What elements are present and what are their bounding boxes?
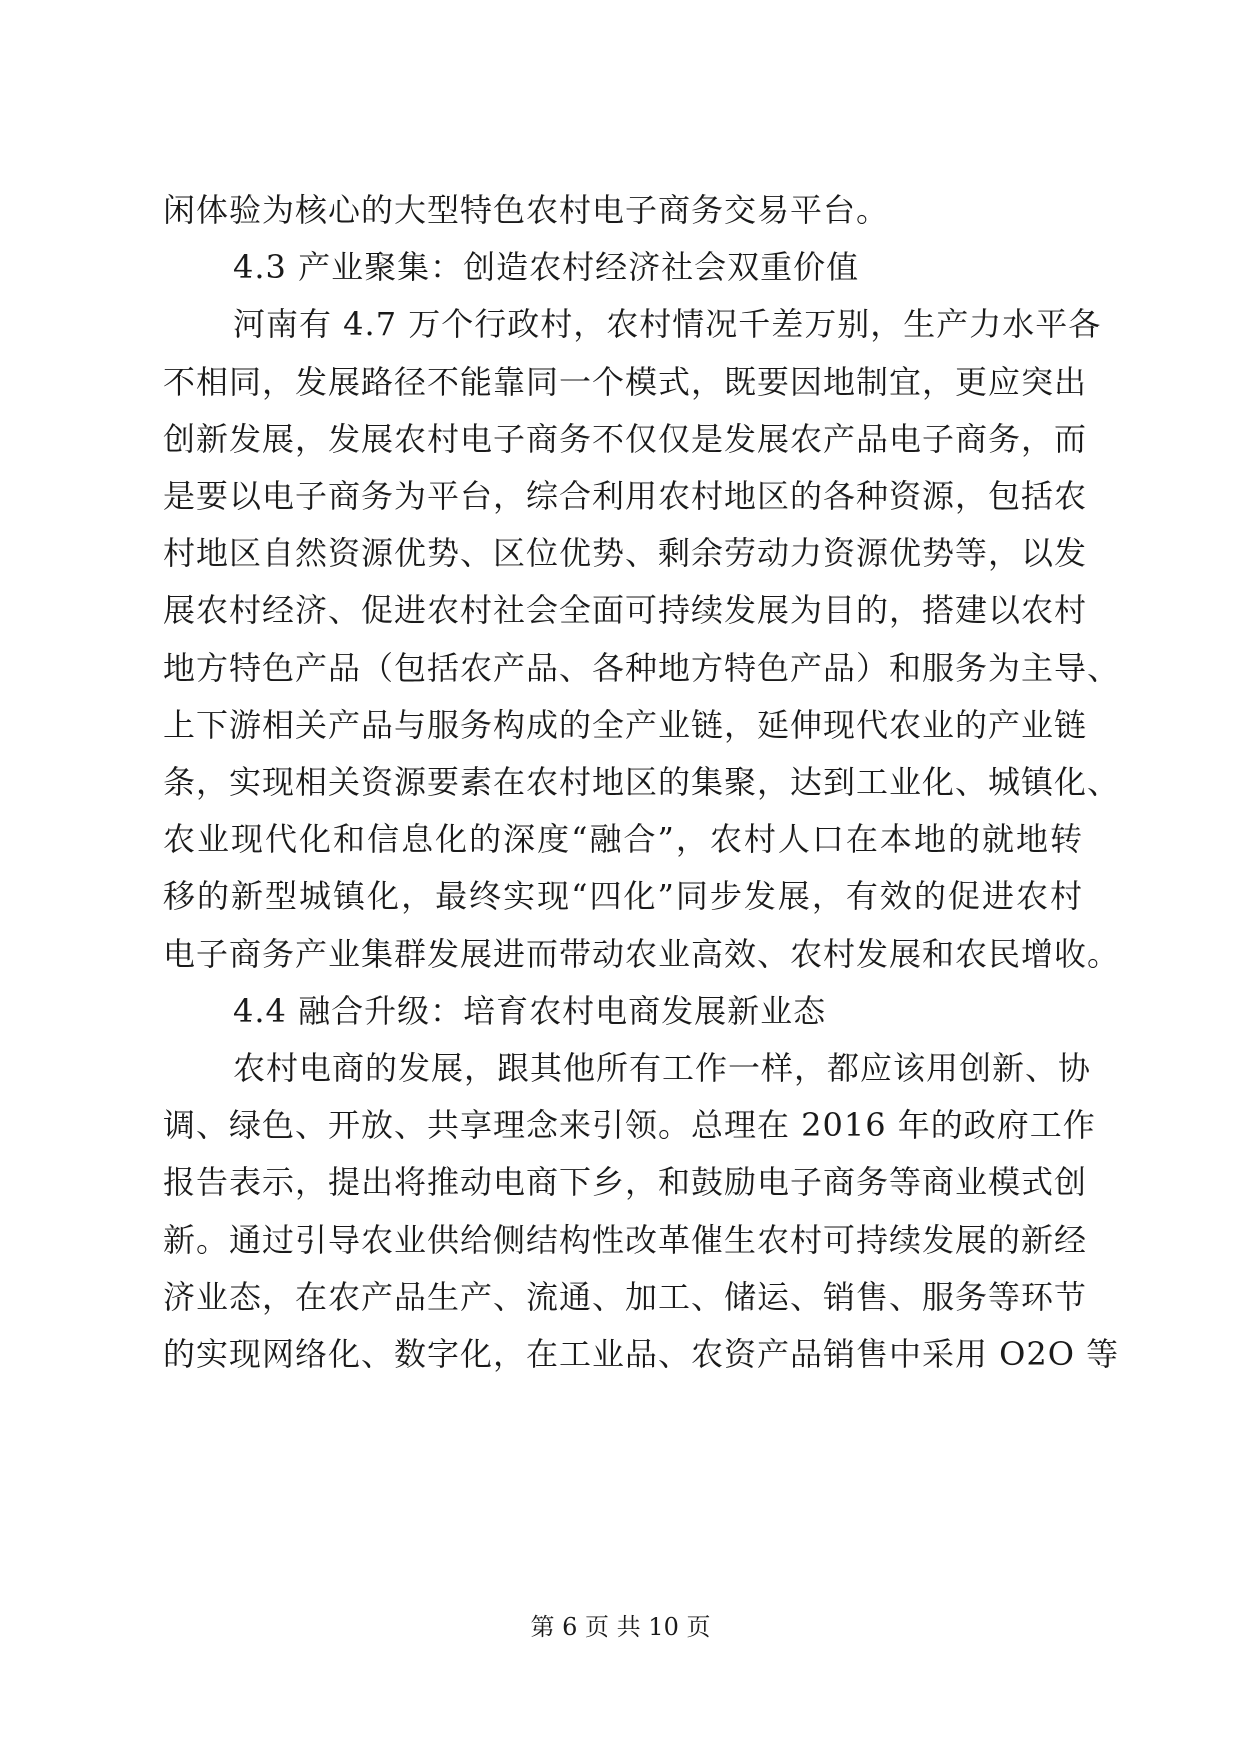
body-line-4: 不相同，发展路径不能靠同一个模式，既要因地制宜，更应突出: [163, 363, 1088, 401]
body-line-1: 闲体验为核心的大型特色农村电子商务交易平台。: [163, 191, 890, 229]
body-line-11: 条，实现相关资源要素在农村地区的集聚，达到工业化、城镇化、: [163, 763, 1121, 801]
body-line-7: 村地区自然资源优势、区位优势、剩余劳动力资源优势等，以发: [163, 534, 1088, 572]
body-line-5: 创新发展，发展农村电子商务不仅仅是发展农产品电子商务，而: [163, 420, 1088, 458]
body-line-14: 电子商务产业集群发展进而带动农业高效、农村发展和农民增收。: [163, 935, 1121, 973]
body-line-20: 济业态，在农产品生产、流通、加工、储运、销售、服务等环节: [163, 1278, 1088, 1316]
body-line-16: 农村电商的发展，跟其他所有工作一样，都应该用创新、协: [233, 1049, 1092, 1087]
body-line-6: 是要以电子商务为平台，综合利用农村地区的各种资源，包括农: [163, 477, 1088, 515]
body-line-12: 农业现代化和信息化的深度“融合”，农村人口在本地的就地转: [163, 820, 1083, 858]
body-line-9: 地方特色产品（包括农产品、各种地方特色产品）和服务为主导、: [163, 649, 1121, 687]
body-line-10: 上下游相关产品与服务构成的全产业链，延伸现代农业的产业链: [163, 706, 1088, 744]
body-line-17: 调、绿色、开放、共享理念来引领。总理在 2016 年的政府工作: [163, 1106, 1096, 1144]
body-line-13: 移的新型城镇化，最终实现“四化”同步发展，有效的促进农村: [163, 877, 1083, 915]
page-number-footer: 第 6 页 共 10 页: [530, 1613, 711, 1641]
body-line-19: 新。通过引导农业供给侧结构性改革催生农村可持续发展的新经: [163, 1221, 1088, 1259]
body-line-3: 河南有 4.7 万个行政村，农村情况千差万别，生产力水平各: [233, 305, 1102, 343]
body-line-21: 的实现网络化、数字化，在工业品、农资产品销售中采用 O2O 等: [163, 1335, 1120, 1373]
section-heading-4-3: 4.3 产业聚集：创造农村经济社会双重价值: [233, 248, 860, 286]
body-line-18: 报告表示，提出将推动电商下乡，和鼓励电子商务等商业模式创: [163, 1163, 1088, 1201]
section-heading-4-4: 4.4 融合升级：培育农村电商发展新业态: [233, 992, 827, 1030]
body-line-8: 展农村经济、促进农村社会全面可持续发展为目的，搭建以农村: [163, 591, 1088, 629]
